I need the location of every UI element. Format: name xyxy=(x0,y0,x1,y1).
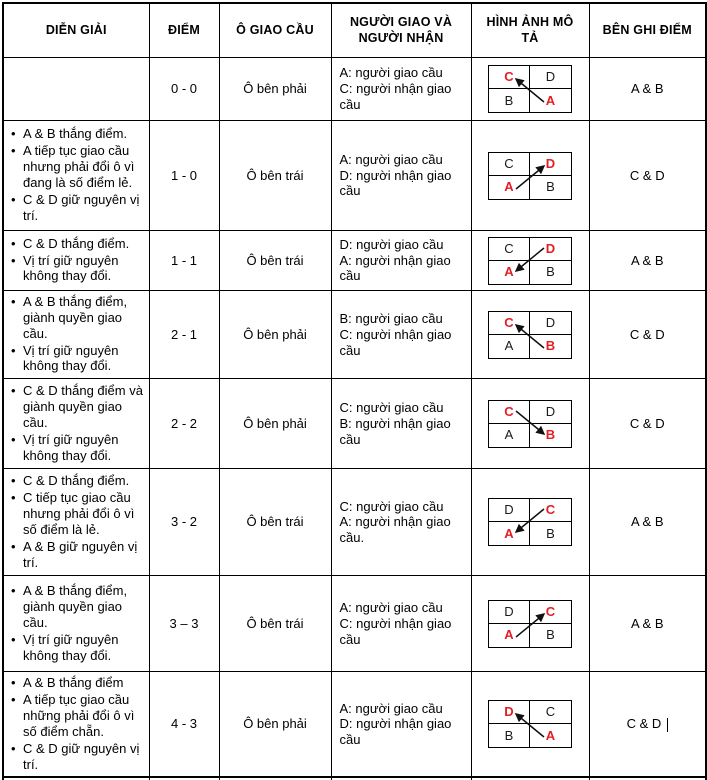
court-cell-br: A xyxy=(545,92,556,108)
court-diagram xyxy=(488,311,572,359)
cell-dien-giai xyxy=(3,469,149,576)
roles-text xyxy=(340,499,468,547)
cell-diem: 2 - 2 xyxy=(149,379,219,469)
court-cell-tl: C xyxy=(489,312,530,335)
bullet-list xyxy=(10,294,146,374)
bullet-item: • C & D thắng điểm và giành quyền giao cầu. xyxy=(10,383,146,431)
cell-hinh-anh-mo-ta xyxy=(471,231,589,291)
scoring-side-label: C & D xyxy=(626,716,662,732)
cell-dien-giai xyxy=(3,291,149,379)
bullet-item: • Vị trí giữ nguyên không thay đổi. xyxy=(10,343,146,375)
bullet-item: • Vị trí giữ nguyên không thay đổi. xyxy=(10,432,146,464)
bullet-item: • A tiếp tục giao cầu những phải đổi ô vì số điểm chẵn. xyxy=(10,692,146,740)
cell-o-giao-cau: Ô bên phải xyxy=(219,379,331,469)
cell-ben-ghi-diem xyxy=(589,231,706,291)
table-row xyxy=(3,58,706,121)
role-line: A: người nhận giao cầu. xyxy=(339,514,451,546)
scoring-side-label: C & D xyxy=(629,415,665,431)
bullet-item: • C & D thắng điểm. xyxy=(10,473,146,489)
cell-o-giao-cau: Ô bên phải xyxy=(219,58,331,121)
court-cell-tr: C xyxy=(530,499,571,522)
cell-ben-ghi-diem xyxy=(589,58,706,121)
roles-text xyxy=(340,311,468,359)
cell-nguoi-giao-nhan xyxy=(331,576,471,672)
cell-nguoi-giao-nhan xyxy=(331,291,471,379)
roles-text xyxy=(340,701,468,749)
role-line: A: người giao cầu xyxy=(339,700,443,716)
cell-o-giao-cau: Ô bên trái xyxy=(219,576,331,672)
role-line: A: người giao cầu xyxy=(339,151,443,167)
bullet-list xyxy=(10,126,146,223)
cell-hinh-anh-mo-ta xyxy=(471,672,589,778)
cell-diem: 3 – 3 xyxy=(149,576,219,672)
role-line: D: người nhận giao cầu xyxy=(339,716,452,748)
bullet-item: • Vị trí giữ nguyên không thay đổi. xyxy=(10,253,146,285)
cell-hinh-anh-mo-ta xyxy=(471,576,589,672)
role-line: A: người giao cầu xyxy=(339,600,443,615)
bullet-item: • C & D thắng điểm. xyxy=(10,236,146,252)
court-cell-br: B xyxy=(545,427,556,443)
bullet-item: • A & B giữ nguyên vị trí. xyxy=(10,539,146,571)
scoring-side-label: A & B xyxy=(630,514,664,530)
court-cell-br: A xyxy=(545,727,556,743)
cell-diem: 3 - 2 xyxy=(149,469,219,576)
court-cell-bl: A xyxy=(489,424,530,447)
serve-direction-arrow xyxy=(489,238,571,284)
role-line: D: người giao cầu xyxy=(339,236,444,252)
bullet-item: • C & D giữ nguyên vị trí. xyxy=(10,741,146,773)
bullet-list xyxy=(10,675,146,772)
cell-nguoi-giao-nhan xyxy=(331,672,471,778)
header-dien-giai: DIỄN GIẢI xyxy=(3,3,149,58)
serve-direction-arrow xyxy=(489,312,571,358)
text-caret xyxy=(667,718,668,732)
role-line: C: người nhận giao cầu xyxy=(339,615,452,647)
court-cell-bl: A xyxy=(489,335,530,358)
cell-o-giao-cau: Ô bên trái xyxy=(219,231,331,291)
header-nguoi: NGƯỜI GIAO VÀ NGƯỜI NHẬN xyxy=(331,3,471,58)
header-row xyxy=(3,3,706,58)
roles-text xyxy=(340,237,468,285)
table-row xyxy=(3,469,706,576)
cell-o-giao-cau: Ô bên trái xyxy=(219,469,331,576)
cell-nguoi-giao-nhan xyxy=(331,58,471,121)
court-cell-tl: D xyxy=(489,601,530,624)
roles-text xyxy=(340,65,468,113)
cell-ben-ghi-diem xyxy=(589,469,706,576)
court-cell-tr: D xyxy=(530,66,571,89)
bullet-list xyxy=(10,383,146,463)
court-cell-tr: C xyxy=(530,601,571,624)
bullet-item: • A tiếp tục giao cầu nhưng phải đổi ô vì đang là số điểm lẻ. xyxy=(10,143,146,191)
role-line: A: người giao cầu xyxy=(339,65,443,81)
table-row xyxy=(3,121,706,231)
serve-direction-arrow xyxy=(489,401,571,447)
cell-dien-giai xyxy=(3,672,149,778)
header-ben-ghi: BÊN GHI ĐIỂM xyxy=(589,3,706,58)
court-cell-bl: A xyxy=(489,624,530,647)
header-diem: ĐIỂM xyxy=(149,3,219,58)
cell-hinh-anh-mo-ta xyxy=(471,121,589,231)
court-cell-tl: D xyxy=(489,701,530,724)
court-cell-br: B xyxy=(546,264,555,280)
court-cell-br: B xyxy=(546,627,555,643)
cell-dien-giai xyxy=(3,58,149,121)
table-body xyxy=(3,58,706,780)
court-cell-bl: A xyxy=(489,522,530,545)
cell-diem: 1 - 1 xyxy=(149,231,219,291)
court-cell-tl: D xyxy=(489,499,530,522)
court-cell-tr: C xyxy=(530,701,571,724)
cell-o-giao-cau: Ô bên phải xyxy=(219,672,331,778)
cell-nguoi-giao-nhan xyxy=(331,379,471,469)
cell-dien-giai xyxy=(3,576,149,672)
serve-direction-arrow xyxy=(489,701,571,747)
bullet-item: • C & D giữ nguyên vị trí. xyxy=(10,192,146,224)
roles-text xyxy=(340,152,468,200)
role-line: C: người giao cầu xyxy=(339,400,444,415)
cell-ben-ghi-diem xyxy=(589,379,706,469)
bullet-list xyxy=(10,236,146,285)
cell-ben-ghi-diem xyxy=(589,576,706,672)
bullet-item: • C tiếp tục giao cầu nhưng phải đổi ô vì số điểm là lẻ. xyxy=(10,490,146,538)
court-cell-br: B xyxy=(546,525,555,541)
serve-direction-arrow xyxy=(489,66,571,112)
court-cell-bl: B xyxy=(489,89,530,112)
bullet-item: • A & B thắng điểm xyxy=(10,675,146,691)
court-diagram xyxy=(488,600,572,648)
bullet-list xyxy=(10,583,146,663)
bullet-item: • A & B thắng điểm, giành quyền giao cầu. xyxy=(10,583,146,631)
court-cell-tl: C xyxy=(489,153,530,176)
court-diagram xyxy=(488,498,572,546)
cell-ben-ghi-diem xyxy=(589,121,706,231)
cell-dien-giai xyxy=(3,121,149,231)
cell-diem: 4 - 3 xyxy=(149,672,219,778)
badminton-scoring-table xyxy=(2,2,707,780)
role-line: C: người giao cầu xyxy=(339,498,444,514)
cell-diem: 1 - 0 xyxy=(149,121,219,231)
cell-ben-ghi-diem xyxy=(589,672,706,778)
bullet-item: • A & B thắng điểm. xyxy=(10,126,146,142)
court-cell-tr: D xyxy=(530,312,571,335)
scoring-side-label: A & B xyxy=(630,615,664,631)
role-line: C: người nhận giao cầu xyxy=(339,81,452,112)
cell-diem: 2 - 1 xyxy=(149,291,219,379)
table-row xyxy=(3,379,706,469)
roles-text xyxy=(340,600,468,648)
scoring-side-label: A & B xyxy=(630,252,664,268)
cell-hinh-anh-mo-ta xyxy=(471,291,589,379)
court-cell-tr: D xyxy=(530,401,571,424)
court-cell-tl: C xyxy=(489,66,530,89)
cell-hinh-anh-mo-ta xyxy=(471,58,589,121)
table-row xyxy=(3,576,706,672)
cell-dien-giai xyxy=(3,231,149,291)
table-row xyxy=(3,291,706,379)
court-diagram xyxy=(488,237,572,285)
court-diagram xyxy=(488,700,572,748)
scoring-side-label: C & D xyxy=(629,326,665,342)
bullet-list xyxy=(10,473,146,570)
header-o-giao-cau: Ô GIAO CẦU xyxy=(219,3,331,58)
cell-dien-giai xyxy=(3,379,149,469)
scoring-side-label: A & B xyxy=(630,81,664,97)
cell-diem: 0 - 0 xyxy=(149,58,219,121)
table-row xyxy=(3,672,706,778)
cell-hinh-anh-mo-ta xyxy=(471,469,589,576)
court-cell-tr: D xyxy=(530,238,571,261)
court-cell-tl: C xyxy=(489,238,530,261)
court-cell-bl: A xyxy=(489,261,530,284)
table-row xyxy=(3,231,706,291)
court-cell-bl: A xyxy=(489,176,530,199)
role-line: B: người nhận giao cầu xyxy=(339,415,451,447)
table-header xyxy=(3,3,706,58)
court-cell-tl: C xyxy=(489,401,530,424)
cell-o-giao-cau: Ô bên phải xyxy=(219,291,331,379)
cell-nguoi-giao-nhan xyxy=(331,231,471,291)
cell-hinh-anh-mo-ta xyxy=(471,379,589,469)
role-line: B: người giao cầu xyxy=(339,310,443,326)
serve-direction-arrow xyxy=(489,153,571,199)
cell-o-giao-cau: Ô bên trái xyxy=(219,121,331,231)
role-line: C: người nhận giao cầu xyxy=(339,326,452,358)
court-cell-tr: D xyxy=(530,153,571,176)
court-cell-br: B xyxy=(545,338,556,354)
scoring-side-label: C & D xyxy=(629,167,665,183)
cell-nguoi-giao-nhan xyxy=(331,469,471,576)
court-cell-br: B xyxy=(546,179,555,195)
cell-nguoi-giao-nhan xyxy=(331,121,471,231)
cell-ben-ghi-diem xyxy=(589,291,706,379)
court-diagram xyxy=(488,400,572,448)
court-diagram xyxy=(488,152,572,200)
court-diagram xyxy=(488,65,572,113)
header-hinh-anh: HÌNH ẢNH MÔ TẢ xyxy=(471,3,589,58)
role-line: A: người nhận giao cầu xyxy=(339,252,451,284)
bullet-item: • Vị trí giữ nguyên không thay đổi. xyxy=(10,632,146,664)
serve-direction-arrow xyxy=(489,499,571,545)
serve-direction-arrow xyxy=(489,601,571,647)
bullet-item: • A & B thắng điểm, giành quyền giao cầu. xyxy=(10,294,146,342)
role-line: D: người nhận giao cầu xyxy=(339,167,452,199)
court-cell-bl: B xyxy=(489,724,530,747)
roles-text xyxy=(340,400,468,448)
